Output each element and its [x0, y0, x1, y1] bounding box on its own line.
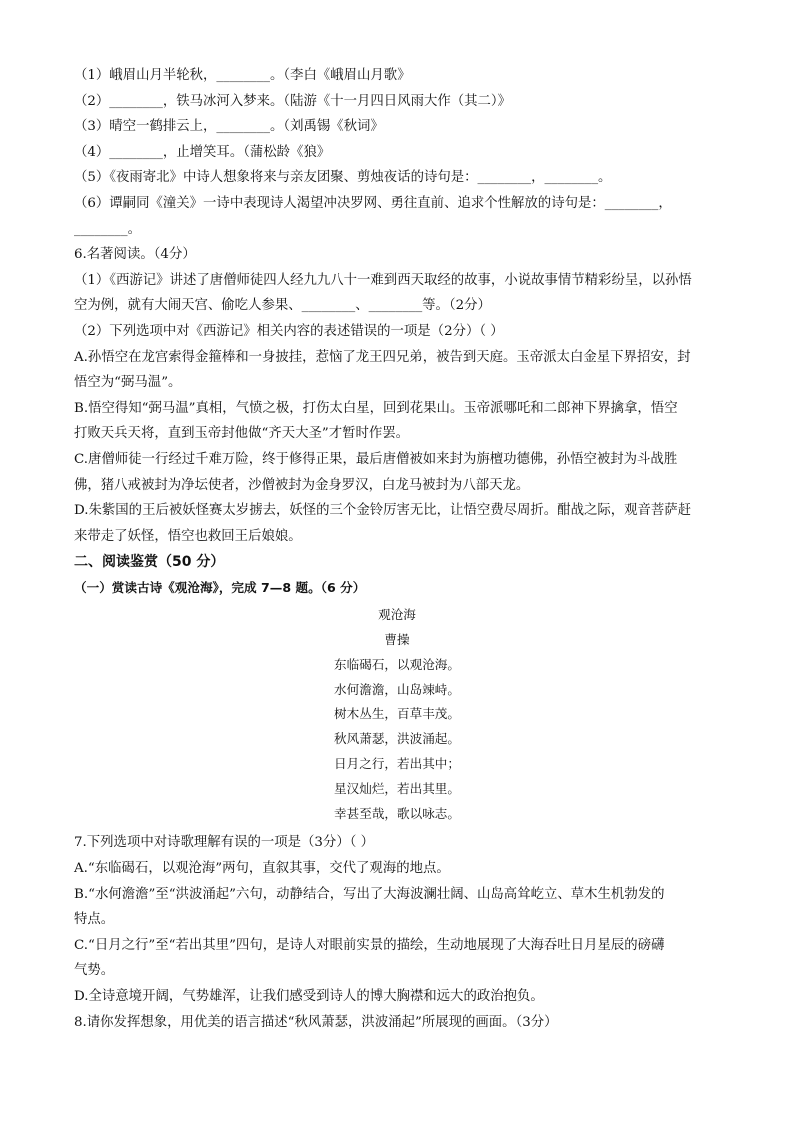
q7-option-d: D.全诗意境开阔，气势雄浑，让我们感受到诗人的博大胸襟和远大的政治抱负。 [74, 989, 544, 1005]
poem-line: 日月之行，若出其中； [334, 756, 460, 772]
reading-option-c-line1: C.唐僧师徒一行经过千难万险，终于修得正果，最后唐僧被如来封为旃檀功德佛，孙悟空被封为斗战胜 [74, 451, 678, 467]
poem-author: 曹操 [384, 632, 410, 648]
q7-option-c-line2: 气势。 [74, 963, 115, 979]
poem-line: 树木丛生，百草丰茂。 [334, 706, 460, 722]
reading-option-a-line2: 悟空为“弼马温”。 [74, 375, 182, 391]
fill-in-q6-line1: （6）谭嗣同《潼关》一诗中表现诗人渴望冲决罗网、勇往直前、追求个性解放的诗句是：________， [74, 195, 672, 211]
reading-question-title: 6.名著阅读。（4分） [74, 247, 196, 263]
reading-option-a-line1: A.孙悟空在龙宫索得金箍棒和一身披挂，惹恼了龙王四兄弟，被告到天庭。玉帝派太白金星下界招安，封 [74, 349, 691, 365]
reading-option-d-line2: 来带走了妖怪，悟空也救回王后娘娘。 [74, 528, 302, 544]
subsection-title: （一）赏读古诗《观沧海》，完成 7—8 题。（6 分） [74, 580, 366, 596]
fill-in-q2: （2）________，铁马冰河入梦来。（陆游《十一月四日风雨大作（其二）》 [74, 93, 512, 109]
fill-in-q4: （4）________，止增笑耳。（蒲松龄《狼》 [74, 144, 331, 160]
reading-option-b-line1: B.悟空得知“弼马温”真相，气愤之极，打伤太白星，回到花果山。玉帝派哪吒和二郎神下界擒拿，悟空 [74, 400, 678, 416]
poem-line: 幸甚至哉，歌以咏志。 [334, 805, 460, 821]
fill-in-q1: （1）峨眉山月半轮秋，________。（李白《峨眉山月歌》 [74, 68, 411, 83]
poem-line: 水何澹澹，山岛竦峙。 [334, 681, 460, 697]
fill-in-q5: （5）《夜雨寄北》中诗人想象将来与亲友团聚、剪烛夜话的诗句是：________，________。 [74, 170, 612, 186]
fill-in-q6-line2: ________。 [74, 221, 141, 237]
q7-option-a: A.“东临碣石，以观沧海”两句，直叙其事，交代了观海的地点。 [74, 861, 450, 877]
reading-p1-line1: （1）《西游记》讲述了唐僧师徒四人经九九八十一难到西天取经的故事，小说故事情节精彩纷呈，以孙悟 [74, 272, 692, 288]
poem-line: 星汉灿烂，若出其里。 [334, 780, 460, 796]
reading-option-c-line2: 佛，猪八戒被封为净坛使者，沙僧被封为金身罗汉，白龙马被封为八部天龙。 [74, 477, 530, 493]
reading-option-b-line2: 打败天兵天将，直到玉帝封他做“齐天大圣”才暂时作罢。 [74, 426, 410, 442]
reading-option-d-line1: D.朱紫国的王后被妖怪赛太岁掳去，妖怪的三个金铃厉害无比，让悟空费尽周折。酣战之际，观音菩萨赶 [74, 503, 692, 519]
poem-line: 东临碣石，以观沧海。 [334, 656, 460, 672]
section-title: 二、阅读鉴赏（50 分） [74, 554, 225, 571]
q7-title: 7.下列选项中对诗歌理解有误的一项是（3分）（ ） [74, 835, 375, 851]
fill-in-q3: （3）晴空一鹤排云上，________。（刘禹锡《秋词》 [74, 119, 384, 135]
q7-option-c-line1: C.“日月之行”至“若出其里”四句，是诗人对眼前实景的描绘，生动地展现了大海吞吐日月星辰的磅礴 [74, 937, 665, 953]
poem-line: 秋风萧瑟，洪波涌起。 [334, 731, 460, 747]
reading-p1-line2: 空为例，就有大闹天宫、偷吃人参果、________、________等。（2分） [74, 298, 491, 314]
q7-option-b-line1: B.“水何澹澹”至“洪波涌起”六句，动静结合，写出了大海波澜壮阔、山岛高耸屹立、草木生机勃发的 [74, 886, 665, 902]
poem-block [74, 603, 720, 826]
q7-option-b-line2: 特点。 [74, 912, 115, 928]
poem-title: 观沧海 [378, 607, 416, 623]
q8-title: 8.请你发挥想象，用优美的语言描述“秋风萧瑟，洪波涌起”所展现的画面。（3分） [74, 1014, 558, 1030]
exam-page [74, 63, 720, 1035]
reading-p2: （2）下列选项中对《西游记》相关内容的表述错误的一项是（2分）（ ） [74, 323, 504, 339]
